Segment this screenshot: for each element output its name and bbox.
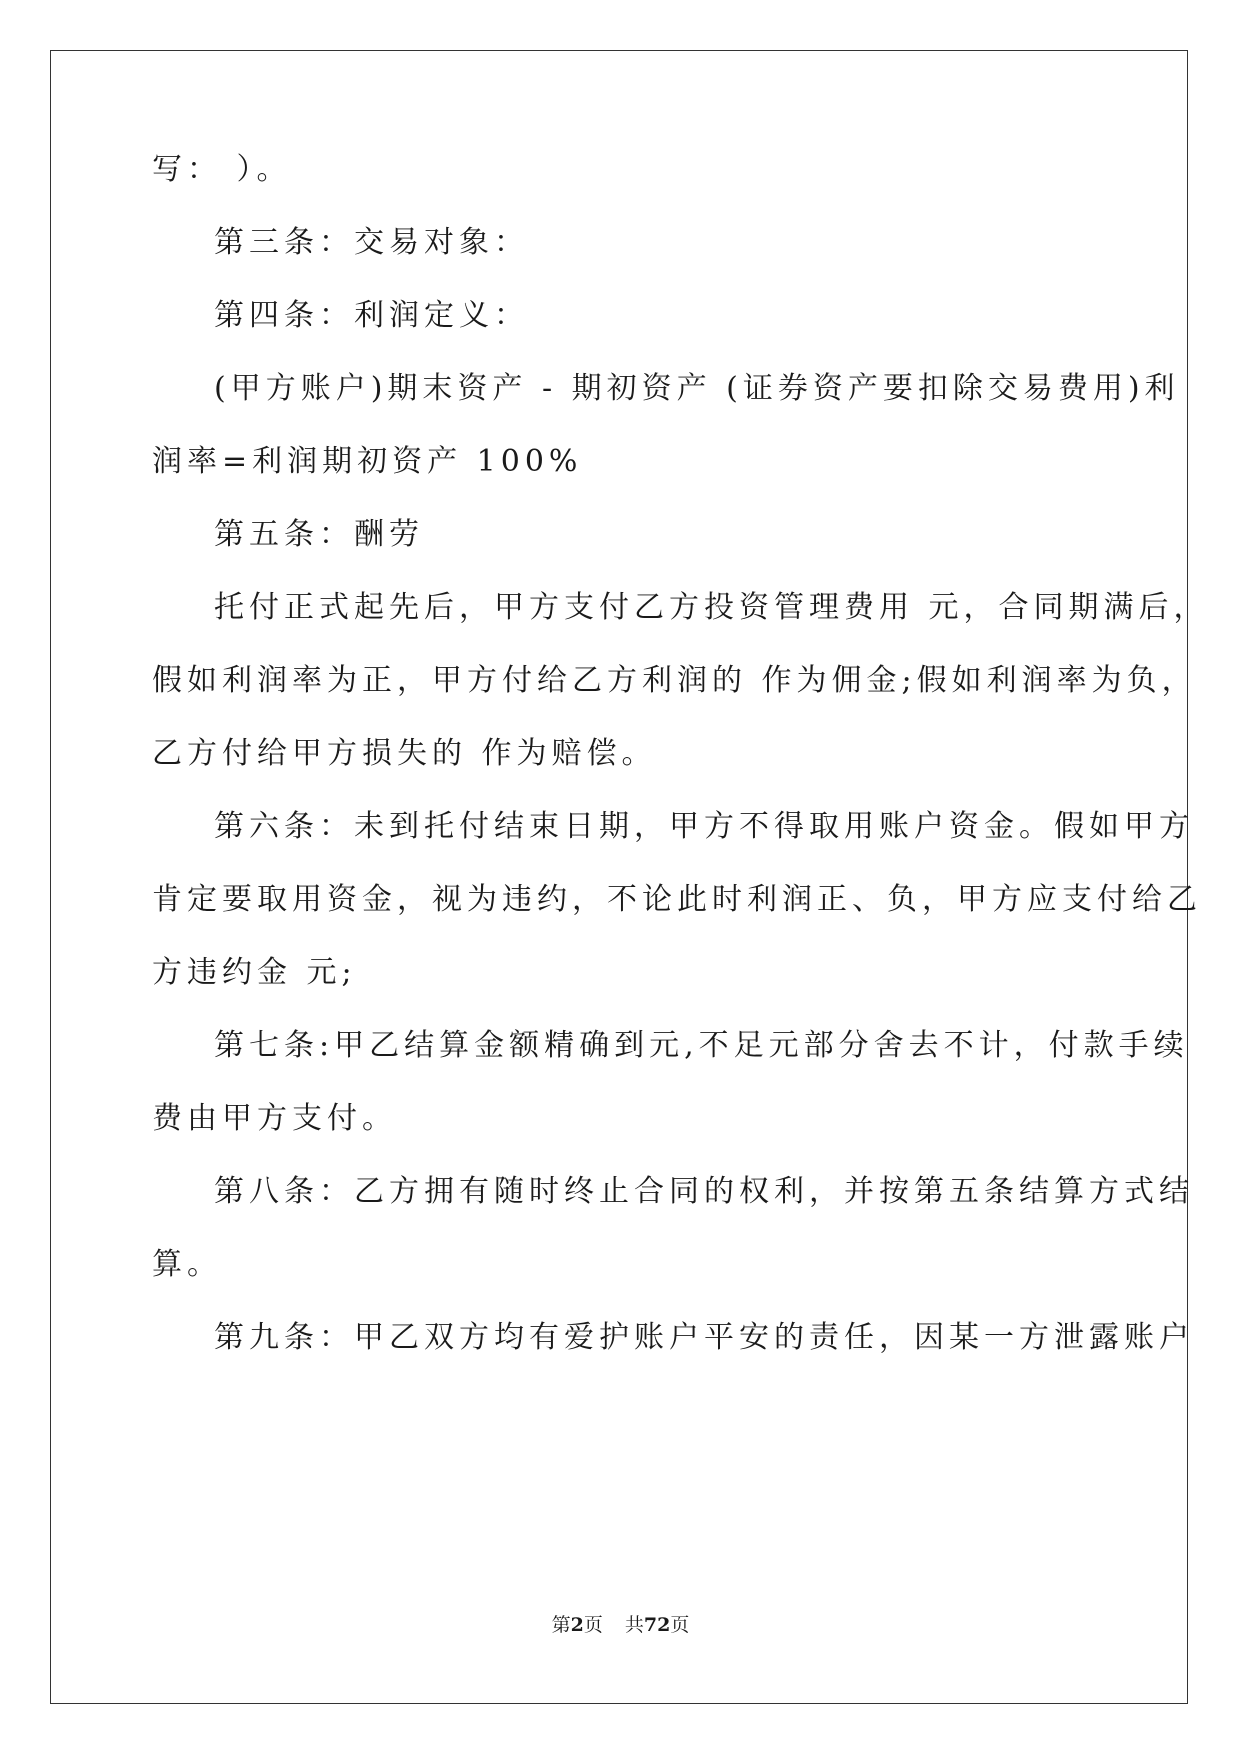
text-line: 方违约金 元; <box>152 955 357 990</box>
text-line: 第八条：乙方拥有随时终止合同的权利，并按第五条结算方式结 <box>214 1174 1194 1209</box>
text-line: 第九条：甲乙双方均有爱护账户平安的责任，因某一方泄露账户 <box>214 1320 1194 1355</box>
text-line: 润率=利润期初资产 100% <box>152 444 583 479</box>
text-line: 第四条：利润定义： <box>214 298 529 333</box>
text-line: 肯定要取用资金，视为违约，不论此时利润正、负，甲方应支付给乙 <box>152 882 1202 917</box>
page-unit: 页 <box>583 1614 603 1636</box>
page-footer <box>0 1613 1241 1637</box>
text-line: 写： ）。 <box>152 152 292 187</box>
text-line: 乙方付给甲方损失的 作为赔偿。 <box>152 736 657 771</box>
text-line: (甲方账户)期末资产 - 期初资产 (证券资产要扣除交易费用)利 <box>214 371 1180 406</box>
text-line: 第七条:甲乙结算金额精确到元,不足元部分舍去不计，付款手续 <box>214 1028 1189 1063</box>
page-prefix: 第 <box>551 1614 571 1636</box>
text-line: 第六条：未到托付结束日期，甲方不得取用账户资金。假如甲方 <box>214 809 1194 844</box>
total-unit: 页 <box>670 1614 690 1636</box>
text-line: 第五条：酬劳 <box>214 517 424 552</box>
text-line: 假如利润率为正，甲方付给乙方利润的 作为佣金;假如利润率为负， <box>152 663 1197 698</box>
page-number: 2 <box>570 1614 584 1636</box>
text-line: 第三条：交易对象： <box>214 225 529 260</box>
total-pages: 72 <box>643 1614 671 1636</box>
text-line: 算。 <box>152 1247 222 1282</box>
total-prefix: 共 <box>624 1614 644 1636</box>
text-line: 费由甲方支付。 <box>152 1101 397 1136</box>
text-line: 托付正式起先后，甲方支付乙方投资管理费用 元，合同期满后， <box>214 590 1209 625</box>
